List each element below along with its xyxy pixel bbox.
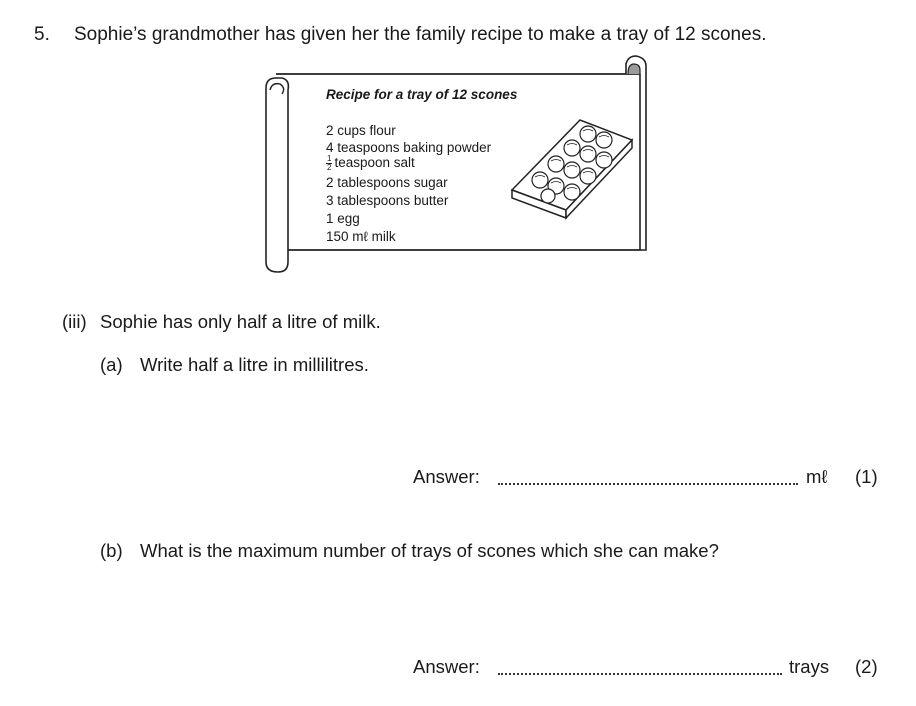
scone [564,162,580,178]
scone [596,132,612,148]
scroll-right-roll-inner [628,64,640,74]
part-b-unit: trays [789,656,830,677]
part-a-text: Write half a litre in millilitres. [140,354,369,375]
ingredient-baking-powder: 4 teaspoons baking powder [326,140,492,155]
question-text: Sophie’s grandmother has given her the family recipe to make a tray of 12 scones. [74,24,767,45]
scone [541,189,555,203]
part-a-answer-field[interactable] [498,483,798,485]
scone [564,184,580,200]
salt-fraction [326,155,332,172]
salt-label: teaspoon salt [334,155,415,171]
scone [548,156,564,172]
ingredient-butter: 3 tablespoons butter [326,193,449,208]
part-iii-label: (iii) [62,311,87,332]
part-b-answer-label: Answer: [413,656,480,677]
recipe-title: Recipe for a tray of 12 scones [326,87,518,102]
ingredient-flour: 2 cups flour [326,123,396,138]
scone [596,152,612,168]
part-iii-text: Sophie has only half a litre of milk. [100,311,381,332]
scone [580,146,596,162]
part-a-unit: mℓ [806,466,828,487]
scone [580,168,596,184]
part-b-marks: (2) [855,656,878,677]
ingredient-milk: 150 mℓ milk [326,229,396,244]
part-b-answer-field[interactable] [498,673,782,675]
part-a-label: (a) [100,354,123,375]
scroll-left-roll [266,78,288,272]
scone [564,140,580,156]
part-b-label: (b) [100,540,123,561]
part-a-marks: (1) [855,466,878,487]
salt-fraction-denominator: 2 [327,163,332,172]
scone [532,172,548,188]
ingredient-sugar: 2 tablespoons sugar [326,175,448,190]
ingredient-salt [326,155,415,172]
ingredient-egg: 1 egg [326,211,360,226]
part-a-answer-label: Answer: [413,466,480,487]
scone [580,126,596,142]
question-number: 5. [34,24,50,45]
part-b-text: What is the maximum number of trays of scones which she can make? [140,540,719,561]
salt-fraction-numerator: 1 [327,154,332,163]
